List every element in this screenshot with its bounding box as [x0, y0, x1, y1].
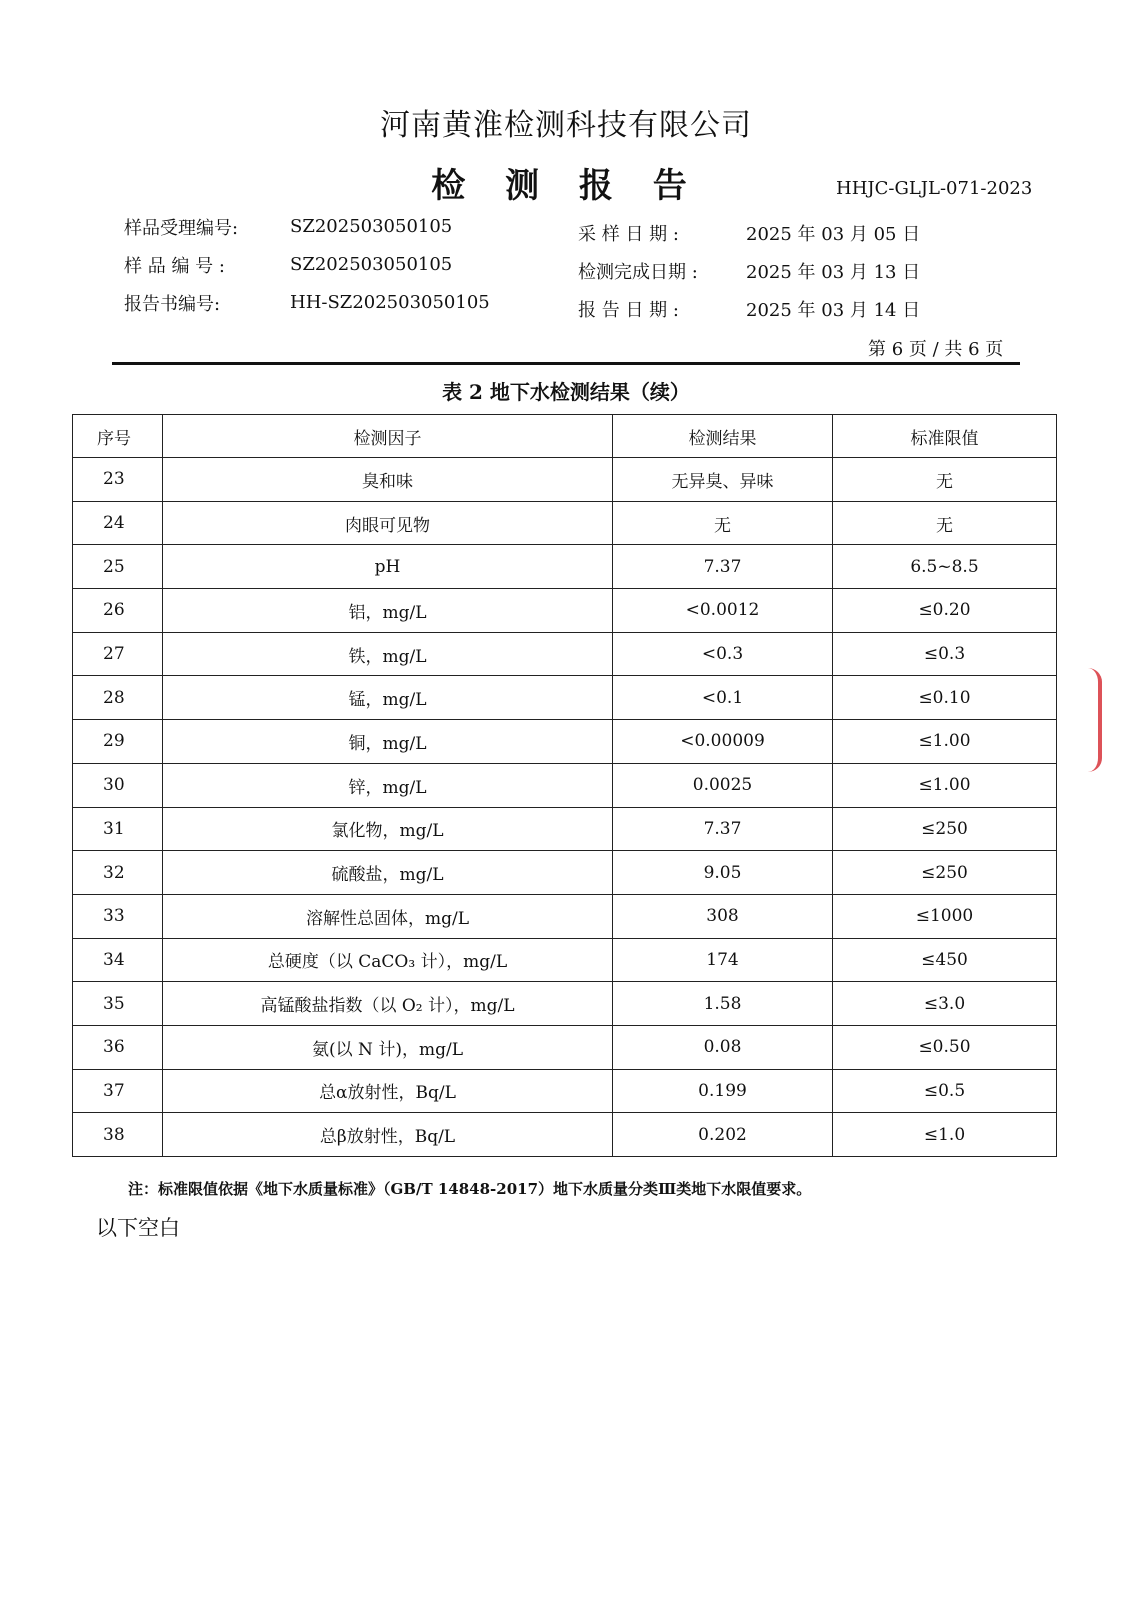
table-row [73, 763, 1057, 807]
table-row [73, 894, 1057, 938]
table-row [73, 632, 1057, 676]
sample-receipt-no-label: 样品受理编号: [124, 218, 239, 239]
table-row [73, 982, 1057, 1026]
row-index: 37 [73, 1069, 163, 1113]
row-factor: 臭和味 [163, 458, 613, 502]
row-factor: 总硬度（以 CaCO₃ 计），mg/L [163, 938, 613, 982]
row-limit: ≤1.00 [833, 763, 1057, 807]
row-factor: 锌，mg/L [163, 763, 613, 807]
row-limit: ≤0.50 [833, 1025, 1057, 1069]
completion-date: 2025 年 03 月 13 日 [746, 262, 921, 283]
report-title: 检 测 报 告 [431, 166, 701, 206]
row-result: 无 [613, 501, 833, 545]
table-row [73, 501, 1057, 545]
report-no-label: 报告书编号: [124, 294, 221, 315]
table-title: 表 2 地下水检测结果（续） [442, 380, 690, 404]
report-no: HH-SZ202503050105 [290, 292, 490, 313]
row-index: 26 [73, 589, 163, 633]
row-limit: ≤0.3 [833, 632, 1057, 676]
row-index: 29 [73, 720, 163, 764]
table-row [73, 720, 1057, 764]
seal-stamp-edge [1088, 668, 1102, 772]
row-result: <0.3 [613, 632, 833, 676]
row-index: 28 [73, 676, 163, 720]
row-result: 174 [613, 938, 833, 982]
header-divider [112, 362, 1020, 365]
row-index: 23 [73, 458, 163, 502]
row-factor: 高锰酸盐指数（以 O₂ 计），mg/L [163, 982, 613, 1026]
row-limit: ≤250 [833, 807, 1057, 851]
header-result: 检测结果 [613, 415, 833, 458]
sample-no-label: 样 品 编 号 : [124, 256, 225, 277]
row-result: 0.199 [613, 1069, 833, 1113]
row-index: 33 [73, 894, 163, 938]
row-limit: 6.5~8.5 [833, 545, 1057, 589]
row-limit: ≤250 [833, 851, 1057, 895]
table-row [73, 458, 1057, 502]
row-index: 31 [73, 807, 163, 851]
header-index: 序号 [73, 415, 163, 458]
row-limit: ≤3.0 [833, 982, 1057, 1026]
row-limit: 无 [833, 458, 1057, 502]
row-result: <0.0012 [613, 589, 833, 633]
table-row [73, 676, 1057, 720]
sampling-date-label: 采 样 日 期 : [578, 224, 679, 245]
row-factor: 肉眼可见物 [163, 501, 613, 545]
row-factor: 溶解性总固体，mg/L [163, 894, 613, 938]
row-limit: ≤0.5 [833, 1069, 1057, 1113]
row-limit: ≤0.10 [833, 676, 1057, 720]
company-name: 河南黄淮检测科技有限公司 [380, 108, 752, 143]
header-limit: 标准限值 [833, 415, 1057, 458]
standard-note: 注：标准限值依据《地下水质量标准》（GB/T 14848-2017）地下水质量分类Ⅲ类地下水限值要求。 [128, 1180, 812, 1198]
row-index: 24 [73, 501, 163, 545]
row-limit: ≤1000 [833, 894, 1057, 938]
row-index: 34 [73, 938, 163, 982]
row-limit: ≤1.00 [833, 720, 1057, 764]
completion-date-label: 检测完成日期 : [578, 262, 698, 283]
row-factor: 铁，mg/L [163, 632, 613, 676]
row-limit: 无 [833, 501, 1057, 545]
row-index: 25 [73, 545, 163, 589]
page-number: 第 6 页 / 共 6 页 [868, 339, 1004, 360]
results-table [72, 414, 1057, 1157]
header-factor: 检测因子 [163, 415, 613, 458]
row-result: 1.58 [613, 982, 833, 1026]
row-result: 308 [613, 894, 833, 938]
row-index: 38 [73, 1113, 163, 1157]
table-row [73, 851, 1057, 895]
row-factor: 氯化物，mg/L [163, 807, 613, 851]
row-factor: 硫酸盐，mg/L [163, 851, 613, 895]
row-limit: ≤0.20 [833, 589, 1057, 633]
table-row [73, 807, 1057, 851]
report-date-label: 报 告 日 期 : [578, 300, 679, 321]
sample-no: SZ202503050105 [290, 254, 453, 275]
table-row [73, 1069, 1057, 1113]
row-factor: pH [163, 545, 613, 589]
row-factor: 氨(以 N 计)，mg/L [163, 1025, 613, 1069]
table-row [73, 938, 1057, 982]
row-result: 无异臭、异味 [613, 458, 833, 502]
sample-receipt-no: SZ202503050105 [290, 216, 453, 237]
row-index: 36 [73, 1025, 163, 1069]
row-factor: 铜，mg/L [163, 720, 613, 764]
row-result: 7.37 [613, 807, 833, 851]
row-result: 0.202 [613, 1113, 833, 1157]
row-factor: 铝，mg/L [163, 589, 613, 633]
row-limit: ≤450 [833, 938, 1057, 982]
row-factor: 总β放射性，Bq/L [163, 1113, 613, 1157]
row-result: 9.05 [613, 851, 833, 895]
row-limit: ≤1.0 [833, 1113, 1057, 1157]
row-result: 7.37 [613, 545, 833, 589]
table-row [73, 1113, 1057, 1157]
blank-below-text: 以下空白 [96, 1216, 180, 1240]
table-row [73, 545, 1057, 589]
table-header-row [73, 415, 1057, 458]
row-result: <0.1 [613, 676, 833, 720]
row-index: 30 [73, 763, 163, 807]
row-factor: 总α放射性，Bq/L [163, 1069, 613, 1113]
row-factor: 锰，mg/L [163, 676, 613, 720]
row-index: 35 [73, 982, 163, 1026]
report-date: 2025 年 03 月 14 日 [746, 300, 921, 321]
row-index: 32 [73, 851, 163, 895]
table-row [73, 589, 1057, 633]
row-index: 27 [73, 632, 163, 676]
sampling-date: 2025 年 03 月 05 日 [746, 224, 921, 245]
table-row [73, 1025, 1057, 1069]
row-result: 0.0025 [613, 763, 833, 807]
document-code: HHJC-GLJL-071-2023 [836, 178, 1033, 199]
row-result: 0.08 [613, 1025, 833, 1069]
row-result: <0.00009 [613, 720, 833, 764]
